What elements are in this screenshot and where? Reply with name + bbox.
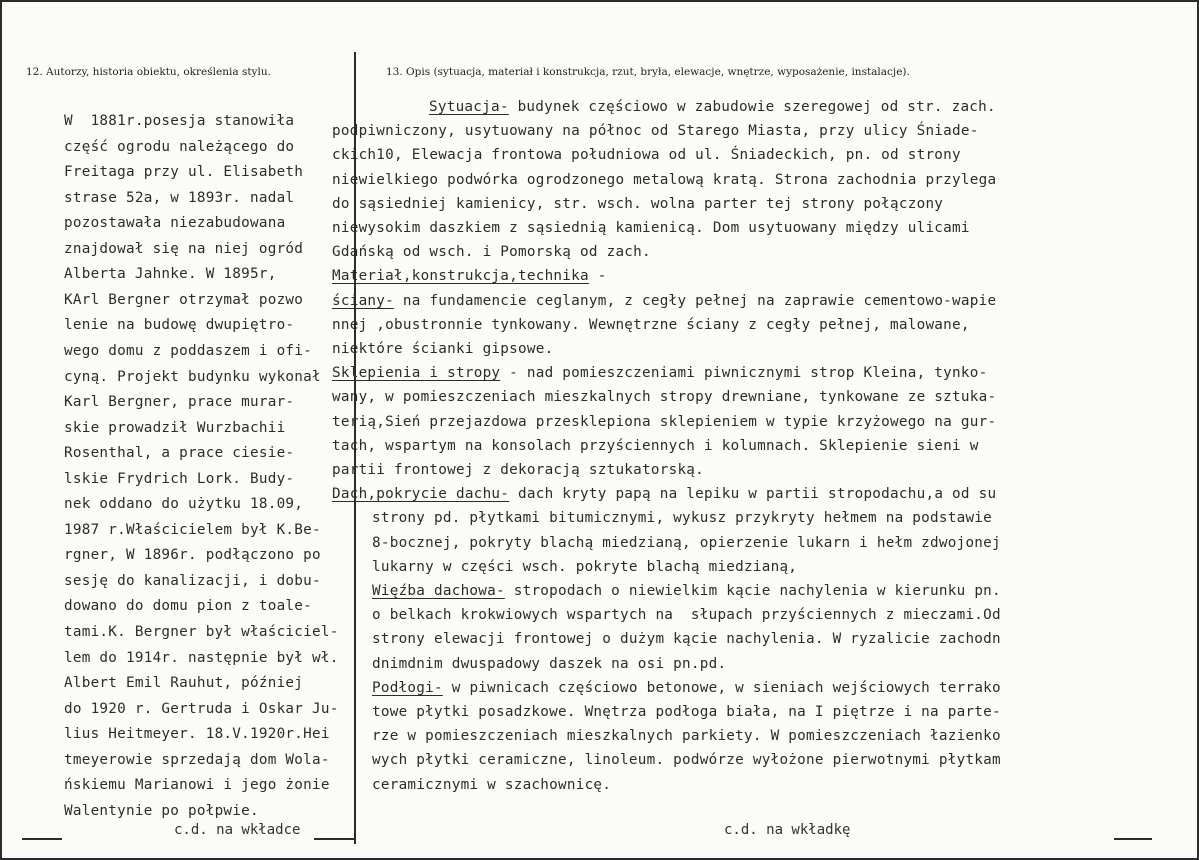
text-run: stropodach o niewielkim kącie nachylenia w kierunku pn. <box>504 583 1001 599</box>
section-heading: Sytuacja- <box>429 99 509 115</box>
text-run: strony elewacji frontowej o dużym kącie nachylenia. W ryzalicie zachodn <box>372 631 1001 648</box>
right-text-line <box>332 219 970 237</box>
continuation-note-right: c.d. na wkładkę <box>724 822 851 838</box>
left-text-line: lskie Frydrich Lork. Budy- <box>64 470 295 487</box>
text-run: niewielkiego podwórka ogrodzonego metalową kratą. Strona zachodnia przylega <box>332 171 997 188</box>
text-run: rze w pomieszczeniach mieszkalnych parkiety. W pomieszczeniach łazienko <box>372 728 1001 745</box>
left-text-line: strase 52a, w 1893r. nadal <box>64 189 295 206</box>
section-heading: Materiał,konstrukcja,technika <box>332 268 589 285</box>
left-text-line: Walentynie po połpwie. <box>64 802 259 819</box>
text-run: niewysokim daszkiem z sąsiednią kamienicą. Dom usytuowany między ulicami <box>332 220 970 236</box>
right-text-line <box>372 534 1001 552</box>
text-run: ceramicznymi w szachownicę. <box>372 776 612 793</box>
text-run: 8-bocznej, pokryty blachą miedzianą, opierzenie lukarn i hełm zdwojonej <box>372 534 1001 551</box>
column-header-right: 13. Opis (sytuacja, materiał i konstrukcja, rzut, bryła, elewacje, wnętrze, wyposażenie, instalacje). <box>386 66 910 78</box>
column-header-left: 12. Autorzy, historia obiektu, określenia stylu. <box>26 66 271 78</box>
left-text-line: znajdował się na niej ogród <box>64 240 304 257</box>
left-text-line: wego domu z poddaszem i ofi- <box>64 342 313 359</box>
text-run: niektóre ścianki gipsowe. <box>332 341 554 357</box>
left-text-line: Alberta Jahnke. W 1895r, <box>64 266 277 283</box>
right-text-line <box>372 703 1001 721</box>
text-run: - nad pomieszczeniami piwnicznymi strop Kleina, tynko- <box>500 365 988 382</box>
right-text-line <box>332 413 996 431</box>
section-heading: Podłogi- <box>372 679 443 696</box>
right-text-line <box>332 171 996 189</box>
text-run: wych płytki ceramiczne, linoleum. podwórze wyłożone pierwotnymi płytkam <box>372 752 1001 769</box>
text-run: podpiwniczony, usytuowany na północ od Starego Miasta, przy ulicy Śniade- <box>332 123 979 140</box>
left-text-line: nek oddano do użytku 18.09, <box>64 496 304 513</box>
text-run: wany, w pomieszczeniach mieszkalnych stropy drewniane, tynkowane ze sztuka- <box>332 389 997 406</box>
left-text-line: sesję do kanalizacji, i dobu- <box>64 572 321 589</box>
left-text-line: lius Heitmeyer. 18.V.1920r.Hei <box>64 726 330 743</box>
right-text-line <box>429 98 996 116</box>
text-run: Gdańską od wsch. i Pomorską od zach. <box>332 244 651 261</box>
left-text-line: rgner, W 1896r. podłączono po <box>64 547 321 564</box>
right-text-line <box>332 122 979 140</box>
text-run: dnimdnim dwuspadowy daszek na osi pn.pd. <box>372 655 727 672</box>
right-text-line <box>372 679 1001 697</box>
right-text-line <box>332 292 996 310</box>
right-text-line <box>372 751 1001 769</box>
text-run: lukarny w części wsch. pokryte blachą miedzianą, <box>372 558 798 575</box>
right-text-line <box>332 267 607 285</box>
text-run: terią,Sień przejazdowa przesklepiona sklepieniem w typie krzyżowego na gur- <box>332 413 997 430</box>
text-run: budynek częściowo w zabudowie szeregowej od str. zach. <box>508 99 996 115</box>
left-text-line: część ogrodu należącego do <box>64 138 295 155</box>
right-text-line <box>332 461 704 479</box>
margin-mark-right <box>1114 838 1152 840</box>
left-text-line: do 1920 r. Gertruda i Oskar Ju- <box>64 700 339 717</box>
left-text-line: dowano do domu pion z toale- <box>64 598 313 615</box>
left-text-line: lem do 1914r. następnie był wł. <box>64 649 339 666</box>
text-run: o belkach krokwiowych wspartych na słupach przyściennych z mieczami.Od <box>372 607 1001 624</box>
left-text-line: cyną. Projekt budynku wykonał <box>64 368 321 385</box>
left-text-line: tami.K. Bergner był właściciel- <box>64 624 339 640</box>
text-run: na fundamencie ceglanym, z cegły pełnej na zaprawie cementowo-wapie <box>394 292 997 309</box>
text-run: ckich10, Elewacja frontowa południowa od ul. Śniadeckich, pn. od strony <box>332 147 961 164</box>
left-text-line: Freitaga przy ul. Elisabeth <box>64 164 304 181</box>
left-text-line: skie prowadził Wurzbachii <box>64 419 286 436</box>
left-text-line: ńskiemu Marianowi i jego żonie <box>64 777 330 794</box>
right-text-line <box>332 243 651 261</box>
text-run: w piwnicach częściowo betonowe, w sieniach wejściowych terrako <box>442 679 1001 696</box>
left-text-line: tmeyerowie sprzedają dom Wola- <box>64 751 330 768</box>
margin-mark-center <box>314 838 354 840</box>
right-text-line <box>332 316 970 334</box>
right-text-line <box>332 195 943 213</box>
right-text-line <box>332 388 996 406</box>
right-text-line <box>332 340 553 358</box>
text-run: strony pd. płytkami bitumicznymi, wykusz przykryty hełmem na podstawie <box>372 510 993 527</box>
section-heading: Więźba dachowa- <box>372 583 505 599</box>
right-text-line <box>372 558 797 576</box>
right-text-line <box>372 727 1001 745</box>
left-text-line: 1987 r.Właścicielem był K.Be- <box>64 521 321 538</box>
left-text-line: W 1881r.posesja stanowiła <box>64 113 295 129</box>
right-text-line <box>332 485 996 503</box>
left-text-line: Rosenthal, a prace ciesie- <box>64 445 295 462</box>
right-text-line <box>372 655 726 673</box>
margin-mark-left <box>22 838 62 840</box>
text-run: nnej ,obustronnie tynkowany. Wewnętrzne ściany z cegły pełnej, malowane, <box>332 316 970 333</box>
left-text-line: KArl Bergner otrzymał pozwo <box>64 291 304 308</box>
section-heading: ściany- <box>332 292 395 309</box>
section-heading: Sklepienia i stropy <box>332 365 501 382</box>
continuation-note-left: c.d. na wkładce <box>174 822 301 838</box>
section-heading: Dach,pokrycie dachu- <box>332 486 510 503</box>
left-text-line: pozostawała niezabudowana <box>64 215 286 232</box>
right-text-line <box>372 582 1001 600</box>
right-text-line <box>372 630 1001 648</box>
text-run: towe płytki posadzkowe. Wnętrza podłoga biała, na I piętrze i na parte- <box>372 704 1001 720</box>
text-run: tach, wspartym na konsolach przyściennych i kolumnach. Sklepienie sieni w <box>332 437 979 454</box>
text-run: partii frontowej z dekoracją sztukatorską. <box>332 462 705 478</box>
right-text-line <box>372 606 1001 624</box>
right-text-line <box>332 437 979 455</box>
right-text-line <box>332 364 987 382</box>
right-text-line <box>372 776 611 794</box>
right-text-line <box>332 146 961 164</box>
right-text-line <box>372 509 992 527</box>
left-text-line: Albert Emil Rauhut, później <box>64 675 304 692</box>
text-run: do sąsiedniej kamienicy, str. wsch. wolna parter tej strony połączony <box>332 195 944 212</box>
text-run: - <box>588 268 607 285</box>
left-text-line: Karl Bergner, prace murar- <box>64 394 295 411</box>
text-run: dach kryty papą na lepiku w partii stropodachu,a od su <box>509 486 997 503</box>
left-text-line: lenie na budowę dwupiętro- <box>64 317 295 334</box>
